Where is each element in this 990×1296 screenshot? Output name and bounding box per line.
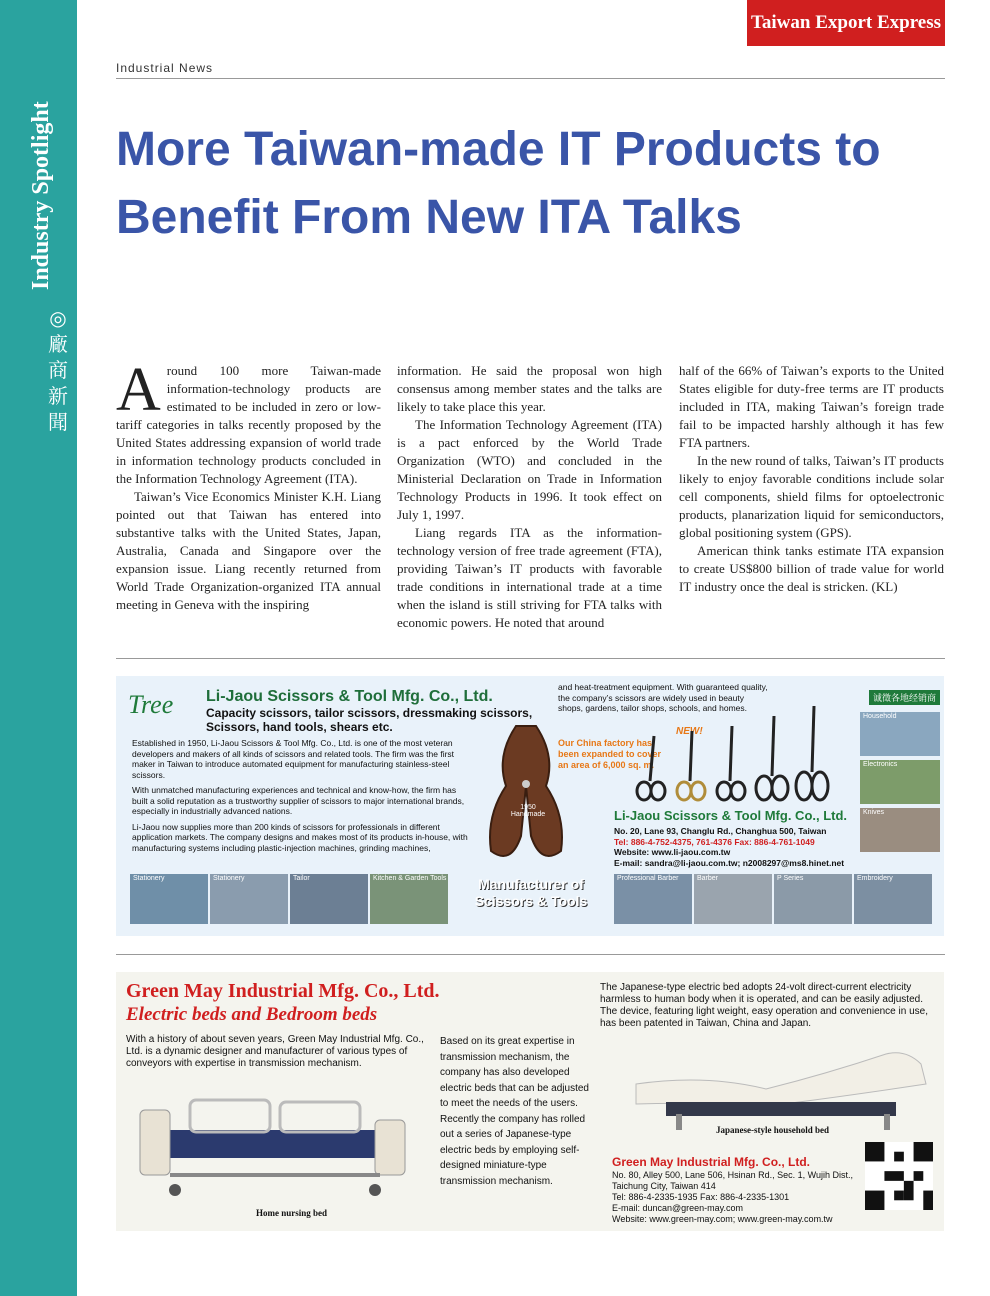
- paragraph: round 100 more Taiwan-made information-technology products are estimated to be included in zero or low-tariff categories in talks recently proposed by the United States addressing expansion of world trade in information technology products concluded in the Information Technology Agreement (ITA).: [116, 363, 381, 486]
- japanese-bed-illustration: [626, 1044, 936, 1134]
- ad-paragraph: Established in 1950, Li-Jaou Scissors & Tool Mfg. Co., Ltd. is one of the most veteran developers and makers of all kinds of scissors and related tools. The firm was the first maker in Taiwan to introduce automated equipment for manufacturing stainless-steel scissors.: [132, 738, 455, 780]
- category-thumbnail: Stationery: [130, 874, 208, 924]
- category-thumbnail: Barber: [694, 874, 772, 924]
- divider: [116, 954, 945, 955]
- email: E-mail: duncan@green-may.com: [612, 1203, 744, 1213]
- category-strip-left: [130, 874, 448, 924]
- ad-paragraph: With a history of about seven years, Green May Industrial Mfg. Co., Ltd. is a dynamic designer and manufacturer of various types of conveyors with expertise in transmission mechanism.: [126, 1034, 424, 1069]
- li-jaou-advertisement: [116, 676, 944, 936]
- sidebar-char: 廠: [48, 334, 68, 356]
- sidebar-symbol: ◎: [49, 308, 67, 330]
- sidebar-title: Industry Spotlight: [28, 101, 54, 290]
- category-thumbnail: P Series: [774, 874, 852, 924]
- divider: [116, 658, 945, 659]
- category-thumbnail: Embroidery: [854, 874, 932, 924]
- article-title: More Taiwan-made IT Products to Benefit From New ITA Talks: [116, 123, 881, 244]
- china-factory-note: Our China factory has been expanded to cover an area of 6,000 sq. m.: [558, 738, 662, 770]
- category-thumbnail: Electronics: [860, 760, 940, 804]
- scissors-products: [624, 696, 854, 806]
- category-thumbnail: Stationery: [210, 874, 288, 924]
- category-thumbnail: Professional Barber: [614, 874, 692, 924]
- ad-paragraph: The Japanese-type electric bed adopts 24-volt direct-current electricity harmless to human body when it is operated, and can be easily adjusted. The device, featuring light weight, easy operation and convenience in use, has been patented in Taiwan, China and Japan.: [600, 982, 928, 1029]
- email: E-mail: sandra@li-jaou.com.tw; n2008297@ms8.hinet.net: [614, 857, 845, 868]
- section-label: Industrial News: [116, 61, 214, 75]
- sidebar-chinese: [45, 306, 71, 436]
- category-strip-right: [614, 874, 932, 924]
- category-thumbnail: Kitchen & Garden Tools: [370, 874, 448, 924]
- ad-company-name-2: Green May Industrial Mfg. Co., Ltd.: [612, 1155, 811, 1169]
- header-rule: [116, 78, 945, 79]
- paragraph: In the new round of talks, Taiwan’s IT products likely to enjoy favorable conditions include solar cell components, shield films for optoelectronic products, planarization liquid for semiconductors, global positioning system (GPS).: [679, 453, 944, 540]
- article-column-2: [397, 362, 662, 632]
- caption-left: Home nursing bed: [256, 1208, 328, 1218]
- publication-banner: Taiwan Export Express: [747, 0, 945, 46]
- address: No. 20, Lane 93, Changlu Rd., Changhua 500, Taiwan: [614, 826, 827, 836]
- new-label: NEW!: [676, 726, 703, 737]
- ad-tagline: Capacity scissors, tailor scissors, dressmaking scissors, Scissors, hand tools, shears etc.: [206, 706, 533, 734]
- category-thumbnail: Household: [860, 712, 940, 756]
- ad-body: [132, 738, 468, 858]
- ad-company-name: Green May Industrial Mfg. Co., Ltd.: [126, 980, 440, 1002]
- ad-paragraph: Based on its great expertise in transmission mechanism, the company has also developed electric beds that can be adjusted to meet the needs of the users. Recently the company has rolled out a series of Japanese-type electric beds by employing self-designed miniature-type transmission mechanism.: [440, 1036, 589, 1187]
- phone: Tel: 886-4-752-4375, 761-4376 Fax: 886-4-761-1049: [614, 836, 815, 847]
- paragraph: information. He said the proposal won high consensus among member states and the talks are likely to take place this year.: [397, 363, 662, 414]
- ad-body-right: and heat-treatment equipment. With guaranteed quality, the company’s scissors are widely used in beauty shops, gardens, tailor shops, schools, and homes.: [558, 682, 768, 713]
- handmade-label: 1950 Handmade: [510, 804, 546, 818]
- drop-cap: A: [116, 356, 161, 424]
- website: Website: www.li-jaou.com.tw: [614, 847, 731, 857]
- category-thumbnail: Tailor: [290, 874, 368, 924]
- tree-logo: Tree: [128, 690, 174, 719]
- ad-company-name-2: Li-Jaou Scissors & Tool Mfg. Co., Ltd.: [614, 808, 848, 823]
- ad-paragraph: With unmatched manufacturing experiences and technical and know-how, the firm has built a solid reputation as a trustworthy supplier of scissors to major international brands, especially in industrially advanced nations.: [132, 785, 465, 816]
- side-categories: [860, 712, 940, 856]
- distributor-label: 诚徵各地经销商: [869, 690, 940, 705]
- qr-code: [864, 1142, 934, 1210]
- article-column-3: [679, 362, 944, 596]
- paragraph: half of the 66% of Taiwan’s exports to the United States eligible for duty-free terms are IT products included in ITA, making Taiwan’s foreign trade fail to be impacted harshly although it has few FTA partners.: [679, 363, 944, 450]
- nursing-bed-illustration: [130, 1090, 420, 1205]
- ad-subtitle: Electric beds and Bedroom beds: [126, 1004, 378, 1025]
- phone: Tel: 886-4-2335-1935 Fax: 886-4-2335-1301: [612, 1192, 790, 1202]
- category-thumbnail: Knives: [860, 808, 940, 852]
- paragraph: American think tanks estimate ITA expansion to create US$800 billion of trade value for world IT industry once the deal is stricken. (KL): [679, 543, 944, 594]
- sidebar: [0, 0, 77, 1296]
- sidebar-char: 商: [48, 360, 68, 382]
- address: No. 80, Alley 500, Lane 506, Hsinan Rd., Sec. 1, Wujih Dist., Taichung City, Taiwan 414: [612, 1170, 853, 1191]
- green-may-advertisement: [116, 972, 944, 1231]
- paragraph: Liang regards ITA as the information-technology version of free trade agreement (FTA), providing Taiwan’s IT products with favorable trade conditions in international trade at a time when the island is still striving for FTA talks with economic powers. He noted that around: [397, 525, 662, 630]
- ad-contact: [614, 826, 864, 868]
- manufacturer-label: Manufacturer of Scissors & Tools: [474, 876, 588, 909]
- sidebar-char: 聞: [48, 412, 68, 434]
- ad-contact: [612, 1170, 862, 1225]
- paragraph: Taiwan’s Vice Economics Minister K.H. Liang pointed out that Taiwan has entered into substantive talks with the United States, Japan, Australia, Canada and Singapore over the expansion issue. Liang recently returned from World Trade Organization-organized ITA annual meeting in Geneva with the inspiring: [116, 489, 381, 612]
- ad-company-name: Li-Jaou Scissors & Tool Mfg. Co., Ltd.: [206, 688, 493, 705]
- caption-right: Japanese-style household bed: [716, 1125, 830, 1135]
- ad-paragraph: Li-Jaou now supplies more than 200 kinds of scissors for professionals in different application markets. The company designs and makes most of its products in-house, with manufacturing systems including plastic-injection machines, grinding machines,: [132, 821, 468, 853]
- article-column-1: [116, 356, 381, 614]
- website: Website: www.green-may.com; www.green-may.com.tw: [612, 1214, 833, 1224]
- paragraph: The Information Technology Agreement (ITA) is a pact enforced by the World Trade Organization (WTO) and concluded in the Ministerial Declaration on Trade in Information Technology Products in 1996. It took effect on July 1, 1997.: [397, 417, 662, 522]
- sidebar-char: 新: [48, 386, 68, 408]
